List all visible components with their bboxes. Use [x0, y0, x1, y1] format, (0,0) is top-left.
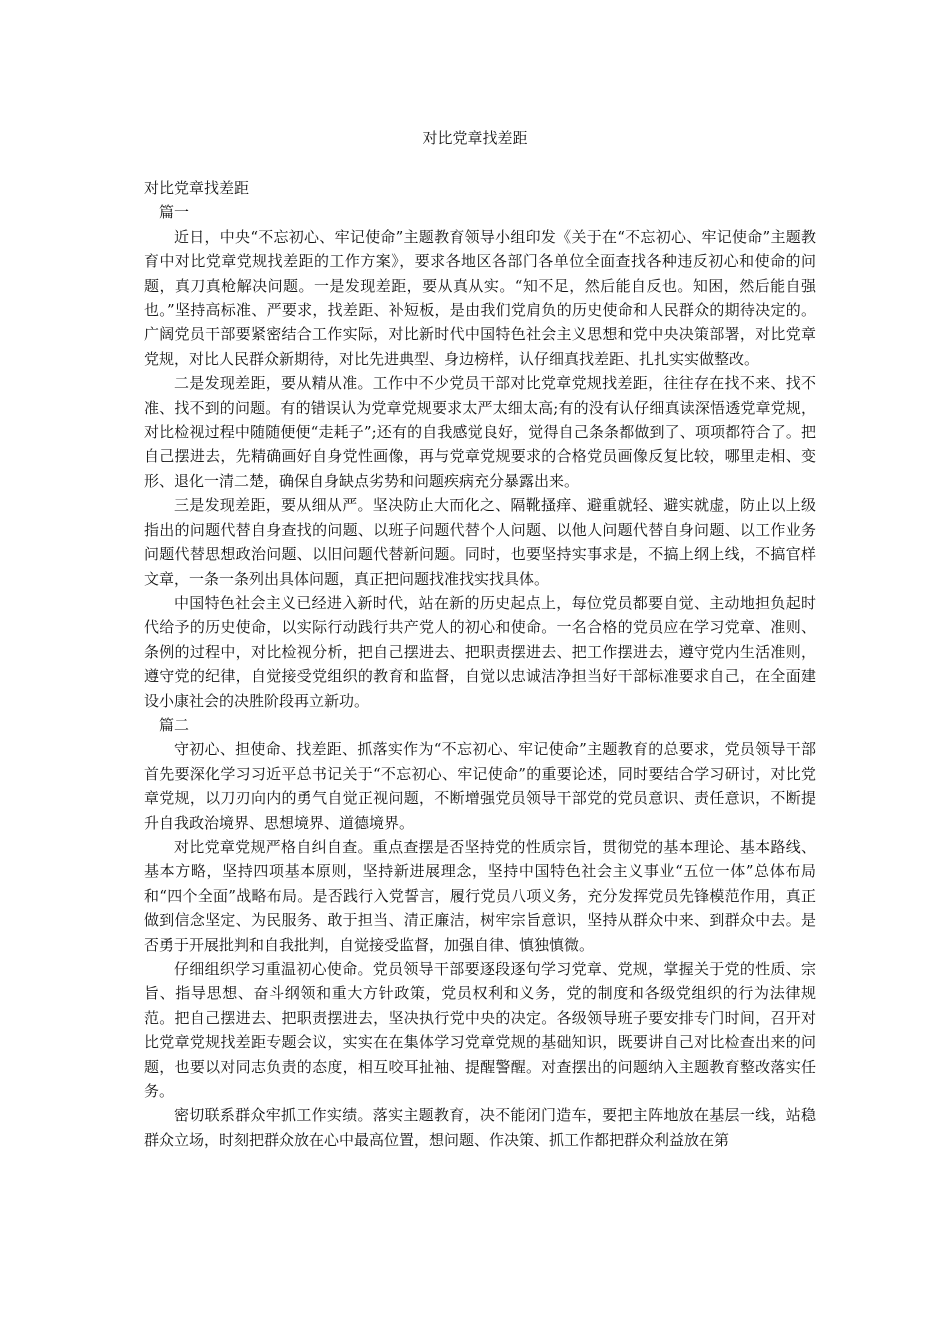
document-body [144, 176, 816, 1152]
document-title: 对比党章找差距 [422, 129, 528, 147]
section-heading-2: 篇二 [159, 715, 190, 734]
paragraph: 密切联系群众牢抓工作实绩。落实主题教育，决不能闭门造车，要把主阵地放在基层一线，站稳群众立场，时刻把群众放在心中最高位置，想问题、作决策、抓工作都把群众利益放在第 [144, 1106, 816, 1149]
document-subtitle: 对比党章找差距 [144, 179, 250, 197]
paragraph: 二是发现差距，要从精从准。工作中不少党员干部对比党章党规找差距，往往存在找不来、找不准、找不到的问题。有的错误认为党章党规要求太严太细太高;有的没有认仔细真读深悟透党章党规，对比检视过程中随随便便“走耗子”;还有的自我感觉良好，觉得自己条条都做到了、项项都符合了。把自己摆进去，先精确画好自身党性画像，再与党章党规要求的合格党员画像反复比较，哪里走相、变形、退化一清二楚，确保自身缺点劣势和问题疾病充分暴露出来。 [144, 374, 816, 490]
paragraph: 近日，中央“不忘初心、牢记使命”主题教育领导小组印发《关于在“不忘初心、牢记使命”主题教育中对比党章党规找差距的工作方案》，要求各地区各部门各单位全面查找各种违反初心和使命的问题，真刀真枪解决问题。一是发现差距，要从真从实。“知不足，然后能自反也。知困，然后能自强也。”坚持高标准、严要求，找差距、补短板，是由我们党肩负的历史使命和人民群众的期待决定的。广阔党员干部要紧密结合工作实际，对比新时代中国特色社会主义思想和党中央决策部署，对比党章党规，对比人民群众新期待，对比先进典型、身边榜样，认仔细真找差距、扎扎实实做整改。 [144, 227, 816, 368]
paragraph: 仔细组织学习重温初心使命。党员领导干部要逐段逐句学习党章、党规，掌握关于党的性质、宗旨、指导思想、奋斗纲领和重大方针政策，党员权利和义务，党的制度和各级党组织的行为法律规范。把自己摆进去、把职责摆进去，坚决执行党中央的决定。各级领导班子要安排专门时间，召开对比党章党规找差距专题会议，实实在在集体学习党章党规的基础知识，既要讲自己对比检查出来的问题，也要以对同志负责的态度，相互咬耳扯袖、提醒警醒。对查摆出的问题纳入主题教育整改落实任务。 [144, 960, 816, 1101]
paragraph: 三是发现差距，要从细从严。坚决防止大而化之、隔靴搔痒、避重就轻、避实就虚，防止以上级指出的问题代替自身查找的问题、以班子问题代替个人问题、以他人问题代替自身问题、以工作业务问题代替思想政治问题、以旧问题代替新问题。同时，也要坚持实事求是，不搞上纲上线，不搞官样文章，一条一条列出具体问题，真正把问题找准找实找具体。 [144, 496, 816, 588]
paragraph: 对比党章党规严格自纠自查。重点查摆是否坚持党的性质宗旨，贯彻党的基本理论、基本路线、基本方略，坚持四项基本原则，坚持新进展理念，坚持中国特色社会主义事业“五位一体”总体布局和“四个全面”战略布局。是否践行入党誓言，履行党员八项义务，充分发挥党员先锋模范作用，真正做到信念坚定、为民服务、敢于担当、清正廉洁，树牢宗旨意识，坚持从群众中来、到群众中去。是否勇于开展批判和自我批判，自觉接受监督，加强自律、慎独慎微。 [144, 837, 816, 954]
section-heading-1: 篇一 [159, 203, 190, 222]
paragraph: 守初心、担使命、找差距、抓落实作为“不忘初心、牢记使命”主题教育的总要求，党员领导干部首先要深化学习习近平总书记关于“不忘初心、牢记使命”的重要论述，同时要结合学习研讨，对比党章党规，以刀刃向内的勇气自觉正视问题，不断增强党员领导干部党的党员意识、责任意识，不断提升自我政治境界、思想境界、道德境界。 [144, 740, 816, 832]
paragraph: 中国特色社会主义已经进入新时代，站在新的历史起点上，每位党员都要自觉、主动地担负起时代给予的历史使命，以实际行动践行共产党人的初心和使命。一名合格的党员应在学习党章、准则、条例的过程中，对比检视分析，把自己摆进去、把职责摆进去、把工作摆进去，遵守党内生活准则，遵守党的纪律，自觉接受党组织的教育和监督，自觉以忠诚洁净担当好干部标准要求自己，在全面建设小康社会的决胜阶段再立新功。 [144, 593, 816, 710]
